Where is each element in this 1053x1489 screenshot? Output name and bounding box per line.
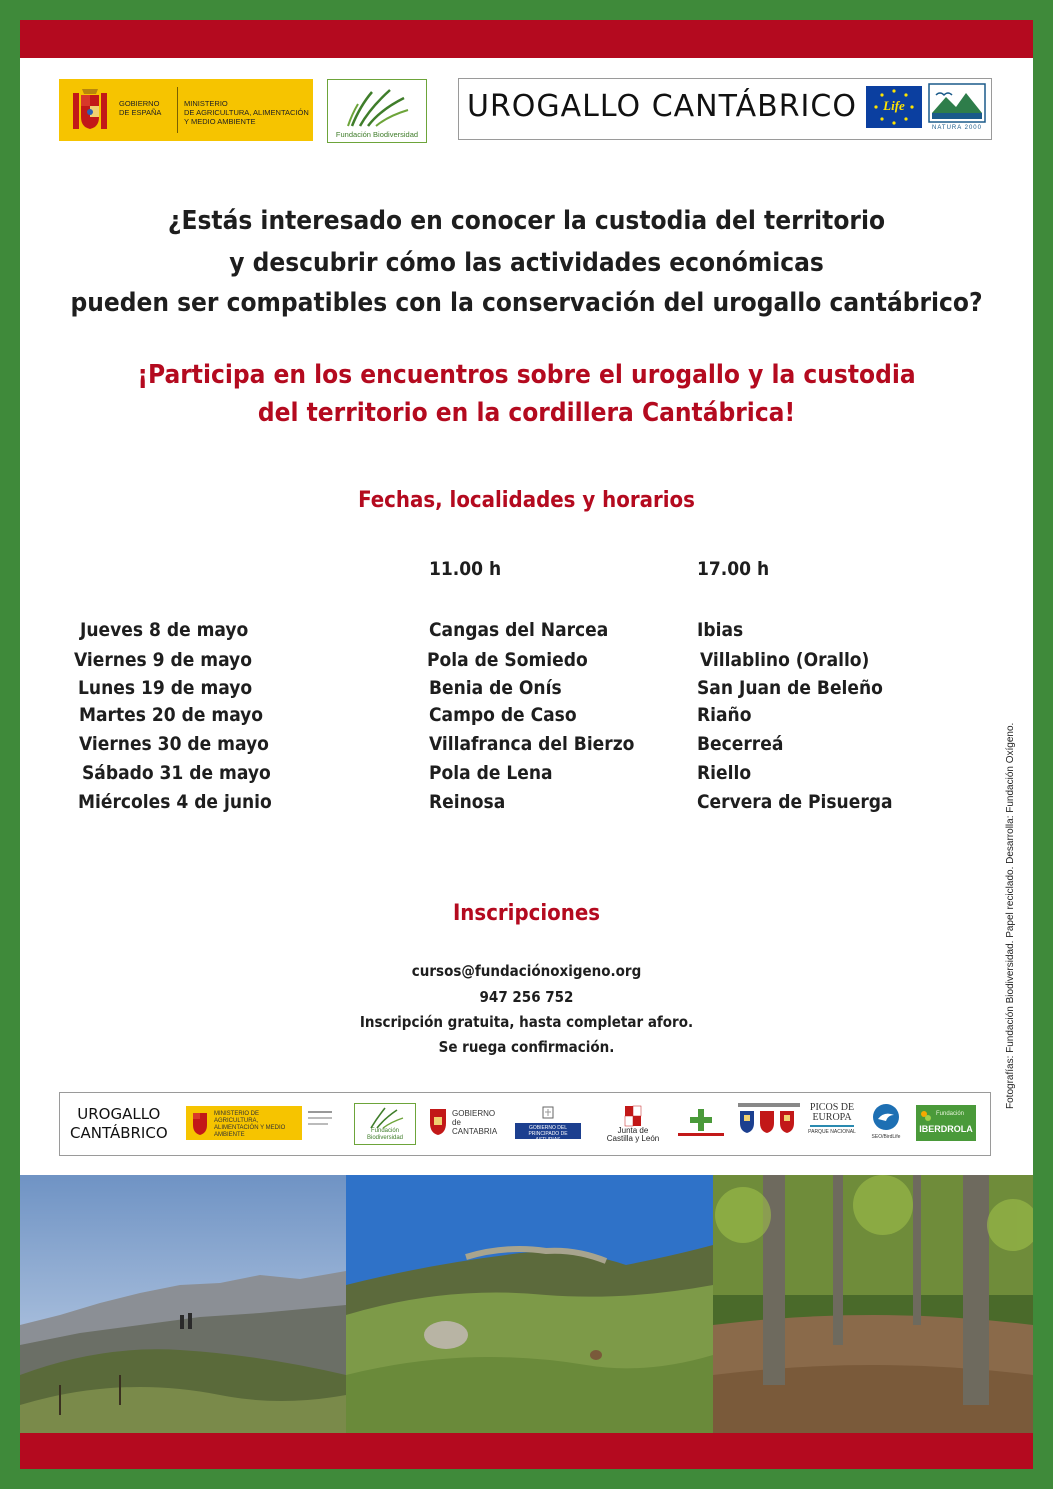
urogallo-cantabrico-logo <box>458 78 992 140</box>
mountain-ridge-image <box>20 1175 346 1433</box>
gobierno-text: GOBIERNO DE ESPAÑA <box>119 99 162 117</box>
sponsor-junta-castilla-leon: Junta de Castilla y León <box>598 1105 668 1141</box>
sponsor-ministerio-text-icon <box>308 1105 336 1141</box>
sponsor-asturias: GOBIERNO DEL PRINCIPADO DE ASTURIAS <box>515 1105 581 1141</box>
project-title: UROGALLO CANTÁBRICO <box>467 89 857 124</box>
morning-location: Reinosa <box>429 791 506 813</box>
afternoon-location: Cervera de Pisuerga <box>697 791 893 813</box>
date-cell: Sábado 31 de mayo <box>82 762 271 784</box>
mountain-ridge-photo <box>20 1175 346 1433</box>
morning-location: Villafranca del Bierzo <box>429 733 635 755</box>
sponsor-picos-europa: PICOS DE EUROPA PARQUE NACIONAL <box>808 1102 856 1135</box>
sponsor-urogallo: UROGALLO CANTÁBRICO <box>70 1105 168 1142</box>
life-text: Life <box>883 98 905 113</box>
sponsor-ministerio: MINISTERIO DE AGRICULTURA, ALIMENTACIÓN Y MEDIO AMBIENTE <box>186 1106 302 1140</box>
cantabria-shield-icon <box>428 1107 448 1137</box>
callout-line-1: ¡Participa en los encuentros sobre el urogallo y la custodia <box>137 360 916 390</box>
sponsor-diputacion-icon <box>674 1105 728 1141</box>
top-red-band <box>20 20 1033 58</box>
sponsor-gobierno-cantabria: GOBIERNO de CANTABRIA <box>428 1105 508 1141</box>
poster-body <box>20 58 1033 1175</box>
bird-icon <box>872 1103 900 1131</box>
schedule-title: Fechas, localidades y horarios <box>358 488 695 513</box>
fundacion-label: Fundación Biodiversidad <box>335 130 419 139</box>
morning-location: Pola de Lena <box>429 762 553 784</box>
registration-title: Inscripciones <box>452 901 601 926</box>
afternoon-location: Riello <box>697 762 752 784</box>
gobierno-espana-logo <box>59 79 313 141</box>
sponsor-consorcio-icons <box>738 1103 800 1143</box>
grass-icon <box>365 1106 405 1130</box>
sponsor-iberdrola: Fundación IBERDROLA <box>916 1105 976 1141</box>
bottom-red-band <box>20 1433 1033 1469</box>
beech-forest-image <box>713 1175 1033 1433</box>
photo-strip <box>20 1175 1033 1433</box>
regional-shields-icon <box>738 1109 800 1139</box>
green-valley-image <box>346 1175 713 1433</box>
afternoon-location: Villablino (Orallo) <box>700 649 870 671</box>
date-cell: Jueves 8 de mayo <box>80 619 249 641</box>
green-valley-photo <box>346 1175 713 1433</box>
time-morning-header: 11.00 h <box>429 558 502 580</box>
date-cell: Martes 20 de mayo <box>79 704 264 726</box>
ministerio-text: MINISTERIO DE AGRICULTURA, ALIMENTACIÓN Y MEDIO AMBIENTE <box>184 99 309 126</box>
spain-coat-of-arms-icon <box>190 1109 210 1137</box>
eu-life-logo <box>866 86 922 128</box>
date-cell: Miércoles 4 de junio <box>78 791 272 813</box>
grass-icon <box>342 86 412 128</box>
morning-location: Benia de Onís <box>429 677 562 699</box>
date-cell: Lunes 19 de mayo <box>78 677 253 699</box>
intro-line-2: y descubrir cómo las actividades económicas <box>229 248 824 278</box>
morning-location: Pola de Somiedo <box>427 649 588 671</box>
afternoon-location: Ibias <box>697 619 744 641</box>
registration-note-confirm: Se ruega confirmación. <box>438 1038 615 1056</box>
divider <box>177 87 178 133</box>
date-cell: Viernes 30 de mayo <box>79 733 269 755</box>
natura-text: NATURA 2000 <box>932 125 982 131</box>
natura-2000-logo <box>928 83 986 129</box>
sponsor-seo-birdlife: SEO/BirdLife <box>864 1103 908 1143</box>
intro-line-3: pueden ser compatibles con la conservación del urogallo cantábrico? <box>70 288 983 318</box>
natura-landscape-icon <box>928 83 986 123</box>
afternoon-location: San Juan de Beleño <box>697 677 883 699</box>
iberdrola-leaf-icon <box>919 1109 933 1123</box>
registration-email[interactable]: cursos@fundaciónoxigeno.org <box>411 962 642 980</box>
afternoon-location: Riaño <box>697 704 752 726</box>
asturias-crown-icon <box>542 1105 554 1119</box>
date-cell: Viernes 9 de mayo <box>74 649 252 671</box>
beech-forest-photo <box>713 1175 1033 1433</box>
morning-location: Campo de Caso <box>429 704 577 726</box>
morning-location: Cangas del Narcea <box>429 619 609 641</box>
afternoon-location: Becerreá <box>697 733 784 755</box>
fundacion-biodiversidad-logo <box>327 79 427 143</box>
sponsor-fundacion-biodiversidad: Fundación Biodiversidad <box>354 1103 416 1145</box>
callout-line-2: del territorio en la cordillera Cantábrica! <box>257 398 796 428</box>
registration-phone[interactable]: 947 256 752 <box>479 988 574 1006</box>
spain-coat-of-arms-icon <box>69 85 111 135</box>
time-afternoon-header: 17.00 h <box>697 558 770 580</box>
intro-line-1: ¿Estás interesado en conocer la custodia del territorio <box>167 206 886 236</box>
photo-credits: Fotografías: Fundación Biodiversidad. Papel reciclado. Desarrolla: Fundación Oxígeno. <box>1005 722 1016 1109</box>
green-cross-icon <box>674 1105 728 1141</box>
registration-note-free: Inscripción gratuita, hasta completar aforo. <box>359 1013 694 1031</box>
sponsors-strip <box>59 1092 991 1156</box>
